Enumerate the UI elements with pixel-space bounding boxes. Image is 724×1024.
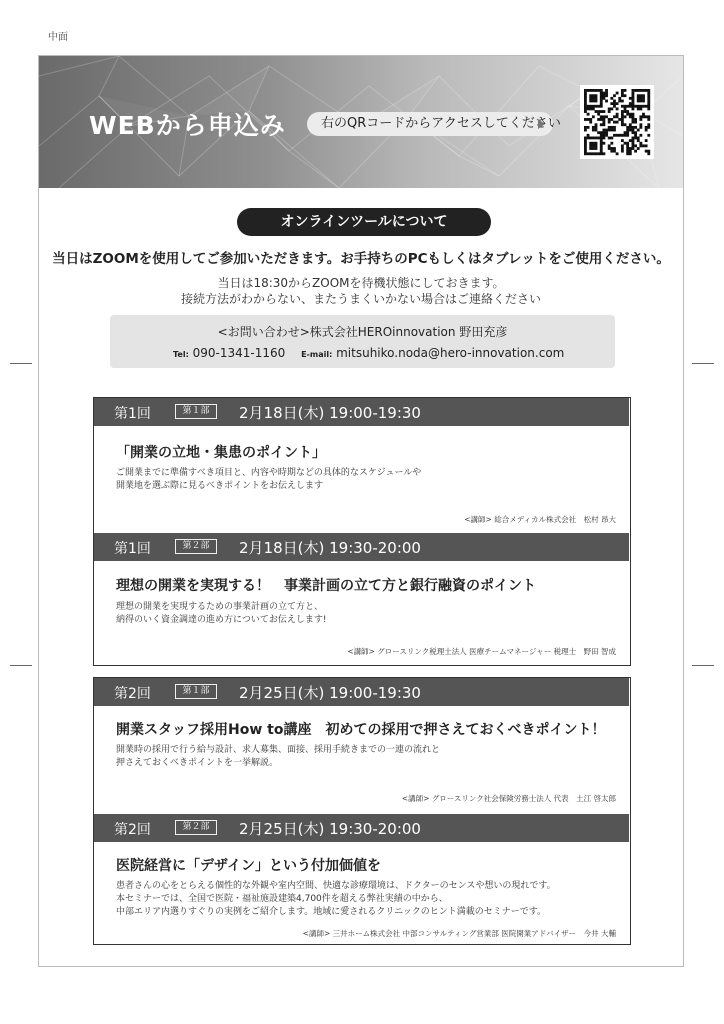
session-speaker: <講師> 総合メディカル株式会社 松村 昂大 <box>464 515 616 524</box>
trim-mark-left-bottom <box>10 665 32 666</box>
online-sub-text-1: 当日は18:30からZOOMを待機状態にしておきます。 <box>217 276 505 290</box>
session-part-badge: 第２部 <box>175 820 217 835</box>
session-date-time: 2月25日(木) 19:30-20:00 <box>239 820 421 838</box>
session-part-badge: 第１部 <box>175 404 217 419</box>
session-header <box>94 678 629 706</box>
session-desc-line: 押さえておくべきポイントを一挙解説。 <box>116 758 279 768</box>
session-description <box>116 467 421 493</box>
session-desc-line: 開業地を選ぶ際に見るべきポイントをお伝えします <box>116 481 324 491</box>
session-header <box>94 398 629 426</box>
session-date-time: 2月18日(木) 19:00-19:30 <box>239 404 421 422</box>
session-date-time: 2月18日(木) 19:30-20:00 <box>239 539 421 557</box>
session-description <box>116 880 556 919</box>
flyer-page <box>38 55 684 967</box>
session-desc-line: 患者さんの心をとらえる個性的な外観や室内空間、快適な診療環境は、ドクターのセンスや想いの現れです。 <box>116 881 556 891</box>
session-date-time: 2月25日(木) 19:00-19:30 <box>239 684 421 702</box>
session-description <box>116 744 440 770</box>
session-round: 第1回 <box>114 406 151 422</box>
session-title: 開業スタッフ採用How to講座 初めての採用で押さえておくべきポイント！ <box>116 722 606 738</box>
trim-mark-right-bottom <box>692 665 714 666</box>
session-desc-line: 開業時の採用で行う給与設計、求人募集、面接、採用手続きまでの一連の流れと <box>116 745 441 755</box>
arrow-right-icon <box>538 119 545 129</box>
session-part-badge: 第１部 <box>175 684 217 699</box>
email-label: E-mail: <box>301 350 333 359</box>
session-title: 理想の開業を実現する！ 事業計画の立て方と銀行融資のポイント <box>116 578 536 594</box>
session-description <box>116 601 326 627</box>
session-part-badge: 第２部 <box>175 539 217 554</box>
web-apply-title: WEBから申込み <box>89 111 286 140</box>
online-tool-heading: オンラインツールについて <box>237 208 491 236</box>
session-desc-line: 中部エリア内選りすぐりの実例をご紹介します。地域に愛されるクリニックのヒント満載のセミナーです。 <box>116 907 547 917</box>
session-desc-line: 納得のいく資金調達の進め方についてお伝えします! <box>116 615 327 625</box>
session-speaker: <講師> グロースリンク社会保険労務士法人 代表 土江 啓太郎 <box>401 794 616 803</box>
page-corner-label: 中面 <box>48 32 68 43</box>
trim-mark-right-top <box>692 363 714 364</box>
qr-hint-label <box>307 112 561 136</box>
web-application-banner <box>39 56 683 188</box>
session-header <box>94 814 629 842</box>
contact-box <box>110 315 615 368</box>
session-title: 医院経営に「デザイン」という付加価値を <box>116 858 382 874</box>
session-speaker: <講師> 三井ホーム株式会社 中部コンサルティング営業部 医院開業アドバイザー 今井 大輔 <box>302 929 616 938</box>
online-main-text: 当日はZOOMを使用してご参加いただきます。お手持ちのPCもしくはタブレットをご使用ください。 <box>52 251 670 267</box>
session-round: 第1回 <box>114 541 151 557</box>
session-desc-line: ご開業までに準備すべき項目と、内容や時期などの具体的なスケジュールや <box>116 468 422 478</box>
session-title: 「開業の立地・集患のポイント」 <box>116 445 326 461</box>
qr-code-icon[interactable] <box>580 85 654 159</box>
session-desc-line: 理想の開業を実現するための事業計画の立て方と、 <box>116 602 324 612</box>
trim-mark-left-top <box>10 363 32 364</box>
session-desc-line: 本セミナーでは、全国で医院・福祉施設建築4,700件を超える弊社実績の中から、 <box>116 894 448 904</box>
qr-hint-text: 右のQRコードからアクセスしてください <box>321 116 561 131</box>
session-round: 第2回 <box>114 686 151 702</box>
seminar-group-2 <box>93 677 631 945</box>
seminar-group-1 <box>93 397 631 666</box>
session-header <box>94 533 629 561</box>
session-round: 第2回 <box>114 822 151 838</box>
online-sub-text-2: 接続方法がわからない、またうまくいかない場合はご連絡ください <box>180 292 541 306</box>
tel-value[interactable]: 090-1341-1160 <box>192 346 286 360</box>
tel-label: Tel: <box>173 350 189 359</box>
contact-details <box>173 346 564 360</box>
email-value[interactable]: mitsuhiko.noda@hero-innovation.com <box>336 346 565 360</box>
contact-name: <お問い合わせ>株式会社HEROinnovation 野田充彦 <box>217 325 508 339</box>
session-speaker: <講師> グロースリンク税理士法人 医療チームマネージャー 税理士 野田 智成 <box>347 647 616 656</box>
